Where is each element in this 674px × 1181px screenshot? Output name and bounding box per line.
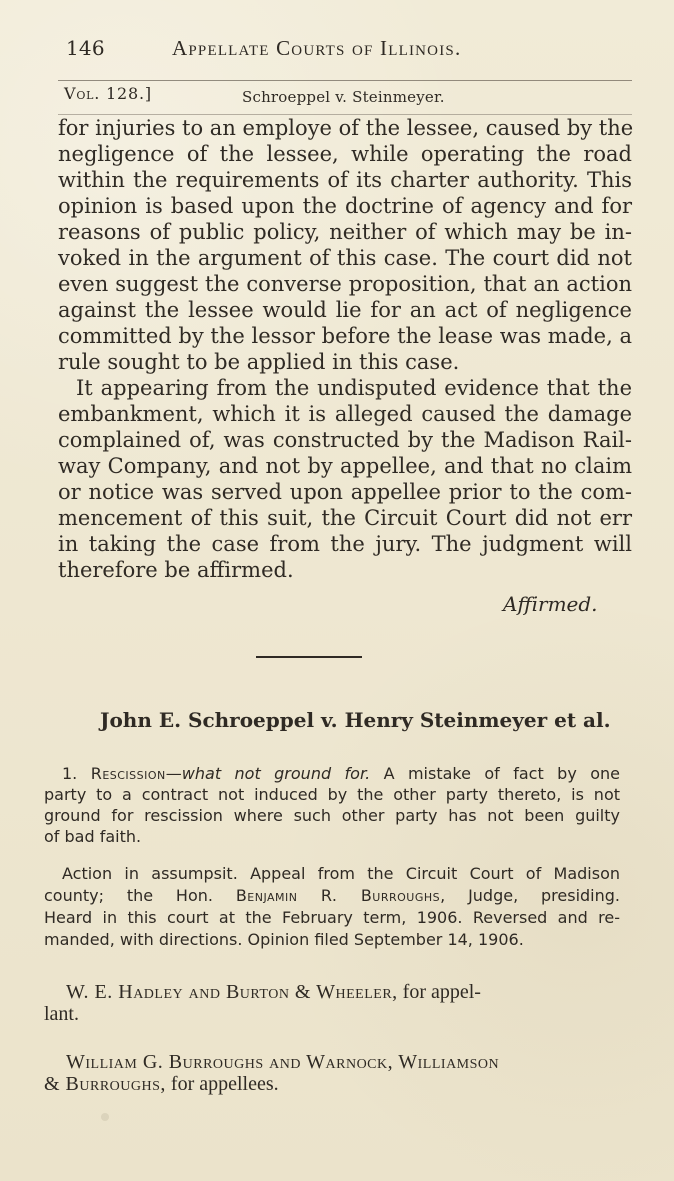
headnote-number: 1.: [62, 764, 78, 783]
procedural-line: Heard in this court at the February term, 1906. Reversed and re-: [44, 908, 620, 927]
case-running-title: Schroeppel v. Steinmeyer.: [242, 88, 445, 106]
text-line: or notice was served upon appellee prior to the com-: [58, 480, 632, 504]
text-line: against the lessee would lie for an act of negligence: [58, 298, 632, 322]
paper-mark: [101, 1113, 109, 1121]
appellant-counsel-line: [66, 982, 612, 1002]
text-line: even suggest the converse proposition, that an action: [58, 272, 632, 296]
appellant-role: for appel-: [402, 981, 481, 1003]
text-line: therefore be affirmed.: [58, 558, 294, 582]
text-line: embankment, which it is alleged caused the damage: [58, 402, 632, 426]
text-line: mencement of this suit, the Circuit Court did not err: [58, 506, 632, 530]
header-rule-top: [58, 80, 632, 81]
case-title: John E. Schroeppel v. Henry Steinmeyer et al.: [100, 708, 611, 732]
headnote-line: ground for rescission where such other party has not been guilty: [44, 806, 620, 825]
disposition: Affirmed.: [503, 592, 598, 616]
headnote-text: A mistake of fact by one: [383, 764, 620, 783]
text-line: It appearing from the undisputed evidence that the: [76, 376, 632, 400]
section-divider: [256, 656, 362, 658]
appellant-counsel-names: W. E. Hadley and Burton & Wheeler,: [66, 981, 398, 1003]
procedural-prefix: county; the Hon.: [44, 886, 213, 905]
text-line: rule sought to be applied in this case.: [58, 350, 460, 374]
appellee-role: for appellees.: [170, 1073, 279, 1095]
text-line: within the requirements of its charter authority. This: [58, 168, 632, 192]
header-rule-bottom: [58, 114, 632, 115]
appellant-counsel-line: lant.: [44, 1003, 79, 1025]
text-line: for injuries to an employe of the lessee, caused by the: [58, 116, 634, 140]
text-line: negligence of the lessee, while operating the road: [58, 142, 632, 166]
text-line: opinion is based upon the doctrine of agency and for: [58, 194, 632, 218]
headnote-line: [62, 766, 620, 782]
text-line: complained of, was constructed by the Madison Rail-: [58, 428, 632, 452]
procedural-line: Action in assumpsit. Appeal from the Circuit Court of Madison: [62, 864, 620, 883]
appellee-counsel-names: & Burroughs,: [44, 1073, 166, 1095]
appellee-counsel-names: William G. Burroughs and Warnock, Williamson: [66, 1051, 500, 1073]
page-number: 146: [66, 36, 105, 60]
text-line: committed by the lessor before the lease was made, a: [58, 324, 632, 348]
headnote-line: of bad faith.: [44, 827, 142, 846]
headnote-emphasis: —what not ground for.: [165, 764, 371, 783]
text-line: way Company, and not by appellee, and that no claim: [58, 454, 632, 478]
text-line: reasons of public policy, neither of which may be in-: [58, 220, 632, 244]
page-header: [66, 36, 556, 64]
appellee-counsel-line: [66, 1052, 612, 1072]
volume-reference: Vol. 128.]: [64, 84, 152, 103]
headnote-term: Rescission: [90, 764, 166, 783]
running-head: Appellate Courts of Illinois.: [172, 36, 462, 60]
headnote-line: party to a contract not induced by the other party thereto, is not: [44, 785, 620, 804]
judge-name: Benjamin R. Burroughs: [235, 886, 441, 905]
procedural-suffix: , Judge, presiding.: [440, 886, 620, 905]
text-line: voked in the argument of this case. The court did not: [58, 246, 632, 270]
text-line: in taking the case from the jury. The judgment will: [58, 532, 632, 556]
appellee-counsel-line: [44, 1074, 612, 1094]
procedural-line: manded, with directions. Opinion filed September 14, 1906.: [44, 930, 524, 949]
procedural-line: [44, 888, 620, 904]
